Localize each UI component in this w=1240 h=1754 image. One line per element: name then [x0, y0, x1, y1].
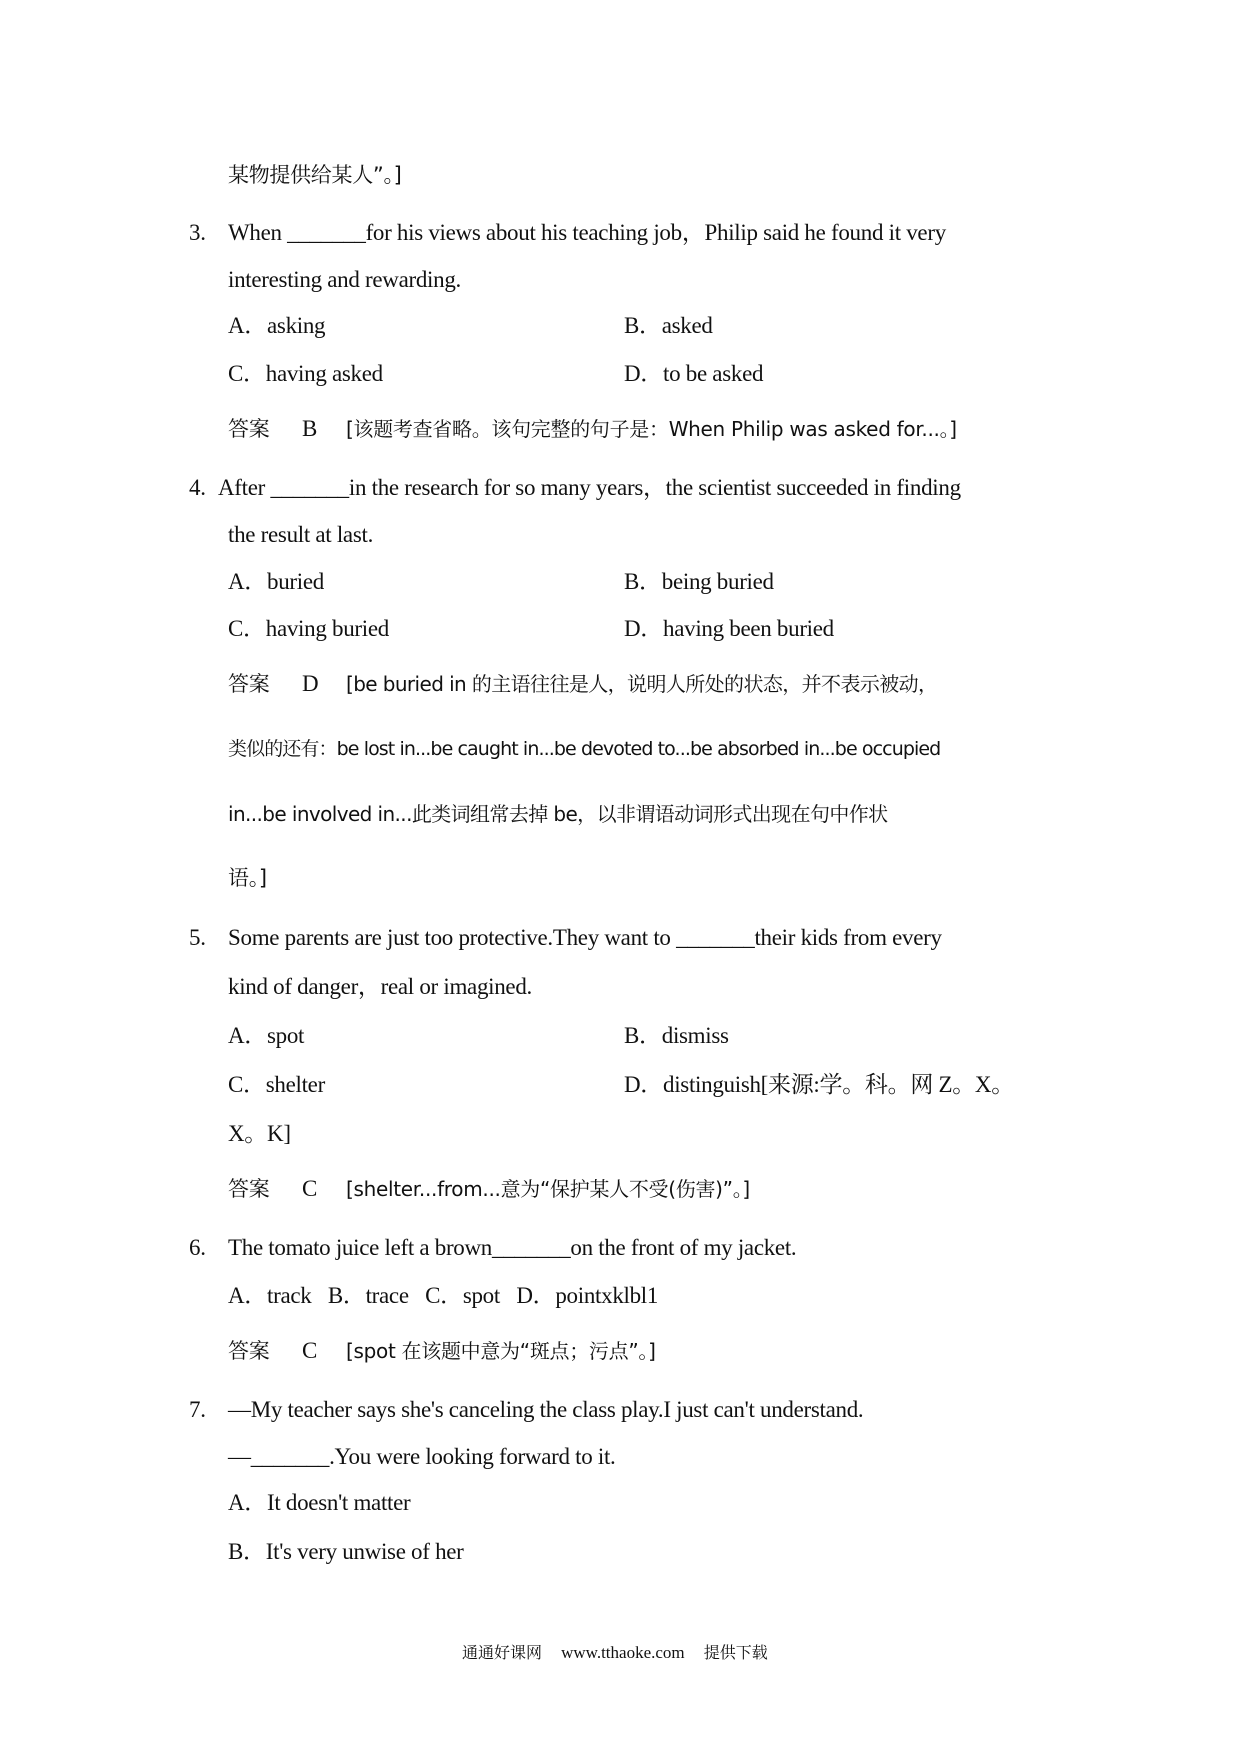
page-footer	[462, 1640, 782, 1663]
question-number: 6.	[189, 1235, 206, 1260]
question-stem: kind of danger，real or imagined.	[228, 974, 532, 999]
option-a: A．buried	[228, 569, 324, 594]
option-c: C．having asked	[228, 361, 383, 386]
footer-suffix: 提供下载	[703, 1643, 768, 1662]
question-stem: —_______.You were looking forward to it.	[228, 1444, 616, 1469]
question-number: 3.	[189, 220, 206, 245]
option-b: B．dismiss	[624, 1023, 729, 1048]
question-stem: the result at last.	[228, 522, 374, 547]
option-b: B．asked	[624, 313, 713, 338]
answer-label: 答案	[228, 672, 270, 696]
option-d: D．distinguish[来源:学。科。网 Z。X。	[624, 1072, 1014, 1097]
answer-explanation: [shelter...from...意为“保护某人不受(伤害)”。]	[346, 1177, 750, 1201]
question-stem: When _______for his views about his teaching job，Philip said he found it very	[228, 220, 946, 245]
option-a: A．asking	[228, 313, 326, 338]
question-stem: Some parents are just too protective.They want to _______their kids from every	[228, 925, 942, 950]
answer-explanation: [该题考查省略。该句完整的句子是：When Philip was asked for...。]	[346, 417, 957, 441]
question-stem: —My teacher says she's canceling the class play.I just can't understand.	[228, 1397, 864, 1422]
answer-letter: C	[302, 1176, 318, 1201]
question-stem: The tomato juice left a brown_______on the front of my jacket.	[228, 1235, 797, 1260]
option-c: C．having buried	[228, 616, 389, 641]
options-row: A．track B．trace C．spot D．pointxklbl1	[228, 1283, 659, 1308]
answer-label: 答案	[228, 1339, 270, 1363]
question-number: 7.	[189, 1397, 206, 1422]
answer-letter: D	[302, 671, 319, 696]
question-number: 5.	[189, 925, 206, 950]
answer-explanation: 语。]	[228, 866, 267, 890]
option-a: A．It doesn't matter	[228, 1490, 411, 1515]
answer-label: 答案	[228, 417, 270, 441]
option-c: C．shelter	[228, 1072, 325, 1097]
answer-explanation: in...be involved in...此类词组常去掉 be，以非谓语动词形式出现在句中作状	[228, 802, 888, 826]
answer-label: 答案	[228, 1177, 270, 1201]
answer-letter: B	[302, 416, 318, 441]
answer-explanation: [be buried in 的主语往往是人，说明人所处的状态，并不表示被动，	[346, 672, 938, 696]
continued-answer: 某物提供给某人”。]	[228, 163, 402, 187]
answer-explanation: 类似的还有：be lost in...be caught in...be devoted to...be absorbed in...be occupied	[228, 738, 941, 760]
option-b: B．It's very unwise of her	[228, 1539, 464, 1564]
answer-explanation: [spot 在该题中意为“斑点；污点”。]	[346, 1339, 656, 1363]
option-d-continued: X。K]	[228, 1121, 291, 1146]
option-d: D．to be asked	[624, 361, 764, 386]
answer-letter: C	[302, 1338, 318, 1363]
option-b: B．being buried	[624, 569, 774, 594]
footer-url: www.tthaoke.com	[561, 1643, 685, 1662]
option-d: D．having been buried	[624, 616, 834, 641]
question-number: 4.	[189, 475, 206, 500]
option-a: A．spot	[228, 1023, 305, 1048]
question-stem: After _______in the research for so many years，the scientist succeeded in finding	[218, 475, 961, 500]
footer-site-name: 通通好课网	[462, 1643, 543, 1662]
question-stem: interesting and rewarding.	[228, 267, 461, 292]
